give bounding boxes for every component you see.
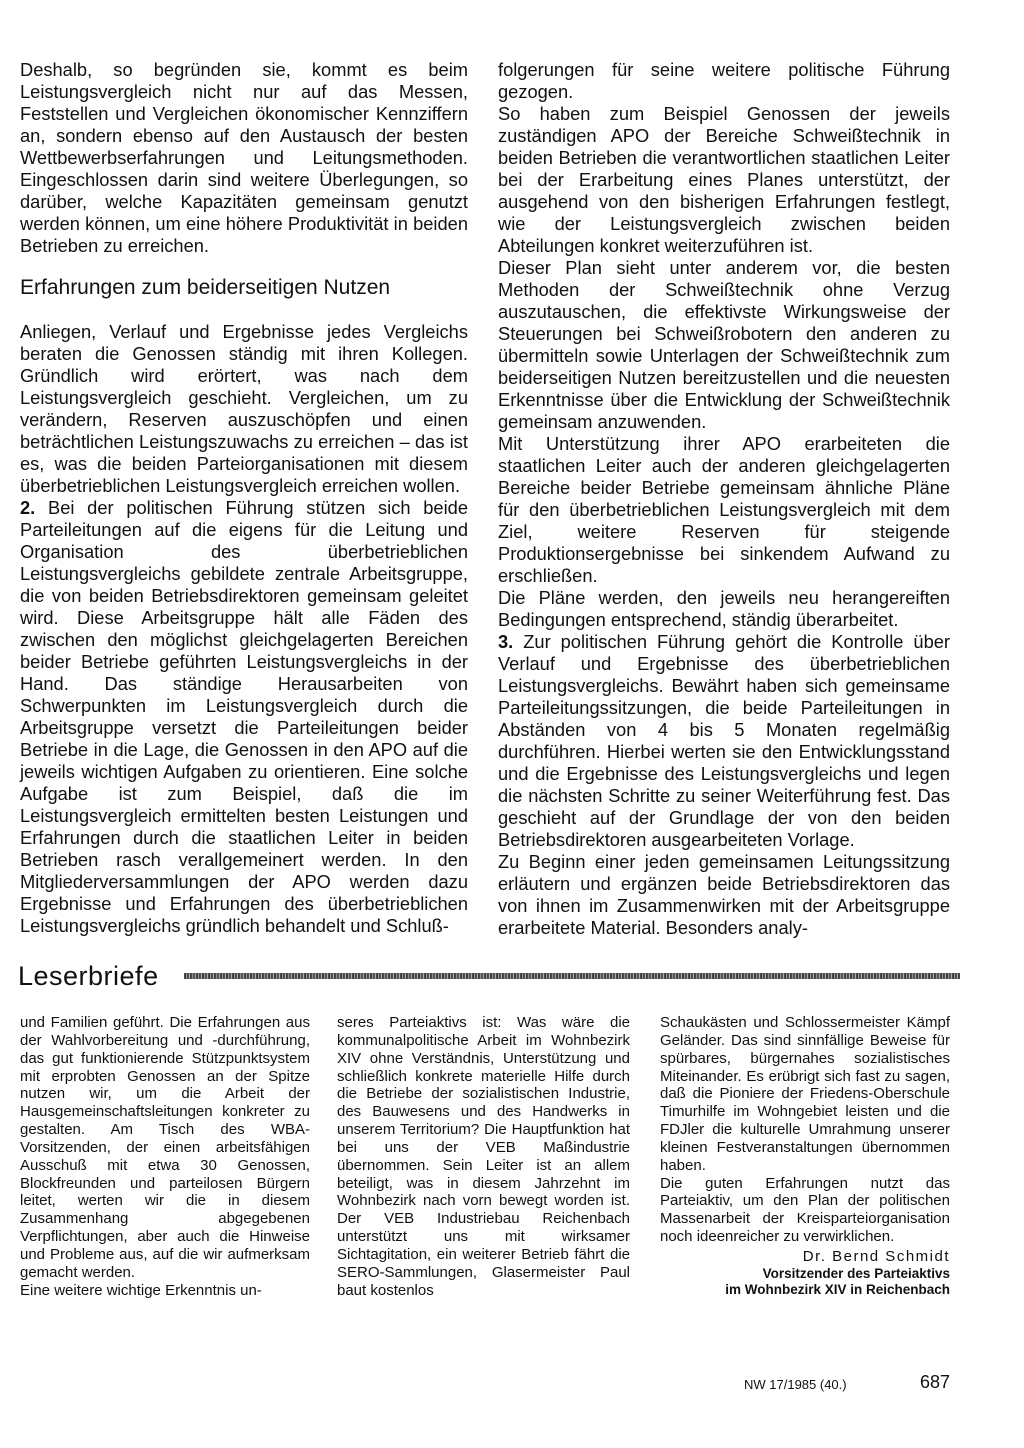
letters-section-header xyxy=(18,960,948,994)
page-footer xyxy=(744,1372,950,1396)
letter-paragraph: Die guten Erfahrungen nutzt das Parteiaktiv, um den Plan der politischen Massenarbeit der Kreisparteiorganisation noch ideenreicher zu verwirklichen. xyxy=(660,1174,950,1246)
letter-paragraph: seres Parteiaktivs ist: Was wäre die kommunalpolitische Arbeit im Wohnbezirk XIV ohne Verständnis, Unterstützung und schließlich konkrete materielle Hilfe durch die Betriebe der sozialistischen Industrie, des Bauwesens und des Handwerks in unserem Territorium? Die Hauptfunktion hat bei uns der VEB Maßindustrie übernommen. Sein Leiter ist an allem beteiligt, was in diesem Jahrzehnt im Wohnbezirk nach vorn bewegt worden ist. Der VEB Industriebau Reichenbach unterstützt uns mit wirksamer Sichtagitation, ein weiterer Betrieb fährt die SERO-Sammlungen, Glasermeister Paul baut kostenlos xyxy=(337,1014,630,1299)
article-paragraph-text: Zur politischen Führung gehört die Kontrolle über Verlauf und Ergebnisse des überbetrieblichen Leistungsvergleichs. Bewährt haben sich gemeinsame Parteileitungssitzungen, die beide Parteileitungen in Abständen von 4 bis 5 Monaten regelmäßig durchführen. Hierbei werten sie den Entwicklungsstand und die Ergebnisse des Leistungsvergleichs und legen die nächsten Schritte zu seiner Weiterführung fest. Das geschieht auf der Grundlage der von den beiden Betriebsdirektoren ausgearbeiteten Vorlage. xyxy=(498,631,950,850)
signature-role-line: Vorsitzender des Parteiaktivs xyxy=(762,1265,950,1281)
article-paragraph: Dieser Plan sieht unter anderem vor, die besten Methoden der Schweißtechnik ohne Verzug auszutauschen, die effektivste Wirkungsweise der Steuerungen bei Schweißrobotern den anderen zu übermitteln sowie Unterlagen der Schweißtechnik zum beiderseitigen Nutzen bereitzustellen und die neuesten Erkenntnisse über die Entwicklung der Schweißtechnik gemeinsam anzuwenden. xyxy=(498,257,950,432)
section-number: 3. xyxy=(498,631,514,652)
article-paragraph: So haben zum Beispiel Genossen der jeweils zuständigen APO der Bereiche Schweißtechnik in beiden Betrieben die verantwortlichen staatlichen Leiter bei der Erarbeitung eines Planes unterstützt, der ausgehend von den bisherigen Erfahrungen festlegt, wie der Leistungsvergleich zwischen beiden Abteilungen konkret weiterzuführen ist. xyxy=(498,103,950,256)
article-paragraph: Mit Unterstützung ihrer APO erarbeiteten die staatlichen Leiter auch der anderen gleichgelagerten Bereiche beider Betriebe gemeinsam ähnliche Pläne für den überbetrieblichen Leistungsvergleich mit dem Ziel, weitere Reserven für steigende Produktionsergebnisse bei sinkendem Aufwand zu erschließen. xyxy=(498,433,950,586)
article-right-column xyxy=(498,59,950,939)
article-paragraph xyxy=(20,497,468,937)
signature-name: Dr. Bernd Schmidt xyxy=(802,1247,950,1265)
letters-column-1 xyxy=(20,1014,310,1300)
letter-signature xyxy=(660,1248,950,1298)
section-number: 2. xyxy=(20,497,36,518)
letter-paragraph: und Familien geführt. Die Erfahrungen aus der Wahlvorbereitung und -durchführung, das gut funktionierende Stützpunktsystem mit erprobten Genossen an der Spitze nutzen wir, um die Arbeit der Hausgemeinschaftsleitungen konkreter zu gestalten. Am Tisch des WBA-Vorsitzenden, der einen arbeitsfähigen Ausschuß mit etwa 30 Genossen, Blockfreunden und parteilosen Bürgern leitet, werten wir die in diesem Zusammenhang abgegebenen Verpflichtungen, aber auch die Hinweise und Probleme aus, auf die wir aufmerksam gemacht werden. xyxy=(20,1014,310,1281)
article-paragraph: Deshalb, so begründen sie, kommt es beim Leistungsvergleich nicht nur auf das Messen, Feststellen und Vergleichen ökonomischer Kennziffern an, sondern ebenso auf den Austausch der besten Wettbewerbserfahrungen und Leitungsmethoden. Eingeschlossen darin sind weitere Überlegungen, so darüber, welche Kapazitäten gemeinsam genutzt werden können, um eine höhere Produktivität in beiden Betrieben zu erreichen. xyxy=(20,59,468,256)
signature-role xyxy=(660,1266,950,1298)
article-subheading: Erfahrungen zum beiderseitigen Nutzen xyxy=(20,276,391,299)
letter-paragraph: Schaukästen und Schlossermeister Kämpf Geländer. Das sind sinnfällige Beweise für spürbares, bürgernahes sozialistisches Miteinander. Es erübrigt sich fast zu sagen, daß die Pioniere der Friedens-Oberschule Timurhilfe im Wohngebiet leisten und die FDJler die kulturelle Umrahmung unserer kleinen Festveranstaltungen übernommen haben. xyxy=(660,1014,950,1174)
article-paragraph: Die Pläne werden, den jeweils neu herangereiften Bedingungen entsprechend, ständig überarbeitet. xyxy=(498,587,950,630)
section-divider xyxy=(184,973,960,979)
issue-number: NW 17/1985 (40.) xyxy=(744,1377,847,1392)
article-paragraph xyxy=(498,631,950,851)
letter-paragraph: Eine weitere wichtige Erkenntnis un- xyxy=(20,1281,262,1299)
signature-role-line: im Wohnbezirk XIV in Reichenbach xyxy=(725,1281,950,1297)
article-paragraph: Anliegen, Verlauf und Ergebnisse jedes Vergleichs beraten die Genossen ständig mit ihren Kollegen. Gründlich wird erörtert, was nach dem Leistungsvergleich geschieht. Vergleichen, um zu verändern, Reserven auszuschöpfen und einen beträchtlichen Leistungszuwachs zu erreichen – das ist es, was die beiden Parteiorganisationen mit diesem überbetrieblichen Leistungsvergleich erreichen wollen. xyxy=(20,321,468,496)
letters-column-3 xyxy=(660,1014,950,1298)
page-number: 687 xyxy=(919,1372,950,1392)
article-paragraph: Zu Beginn einer jeden gemeinsamen Leitungssitzung erläutern und ergänzen beide Betriebsdirektoren das von ihnen im Zusammenwirken mit der Arbeitsgruppe erarbeitete Material. Besonders analy- xyxy=(498,851,950,938)
article-paragraph-text: Bei der politischen Führung stützen sich beide Parteileitungen auf die eigens für die Leitung und Organisation des überbetrieblichen Leistungsvergleichs gebildete zentrale Arbeitsgruppe, die von beiden Betriebsdirektoren gemeinsam geleitet wird. Diese Arbeitsgruppe hält alle Fäden des zwischen den möglichst gleichgelagerten Bereichen beider Betriebe geführten Leistungsvergleichs in der Hand. Das ständige Herausarbeiten von Schwerpunkten im Leistungsvergleich durch die Arbeitsgruppe versetzt die Parteileitungen beider Betriebe in die Lage, die Genossen in den APO auf die jeweils wichtigen Aufgaben zu orientieren. Eine solche Aufgabe ist zum Beispiel, daß die im Leistungsvergleich ermittelten besten Leistungen und Erfahrungen durch die staatlichen Leiter in beiden Betrieben rasch verallgemeinert werden. In den Mitgliederversammlungen der APO werden dazu Ergebnisse und Erfahrungen des überbetrieblichen Leistungsvergleichs gründlich behandelt und Schluß- xyxy=(20,497,468,936)
letters-column-2 xyxy=(337,1014,630,1300)
letters-title: Leserbriefe xyxy=(18,961,159,991)
article-paragraph: folgerungen für seine weitere politische Führung gezogen. xyxy=(498,59,950,102)
article-left-column xyxy=(20,59,468,937)
